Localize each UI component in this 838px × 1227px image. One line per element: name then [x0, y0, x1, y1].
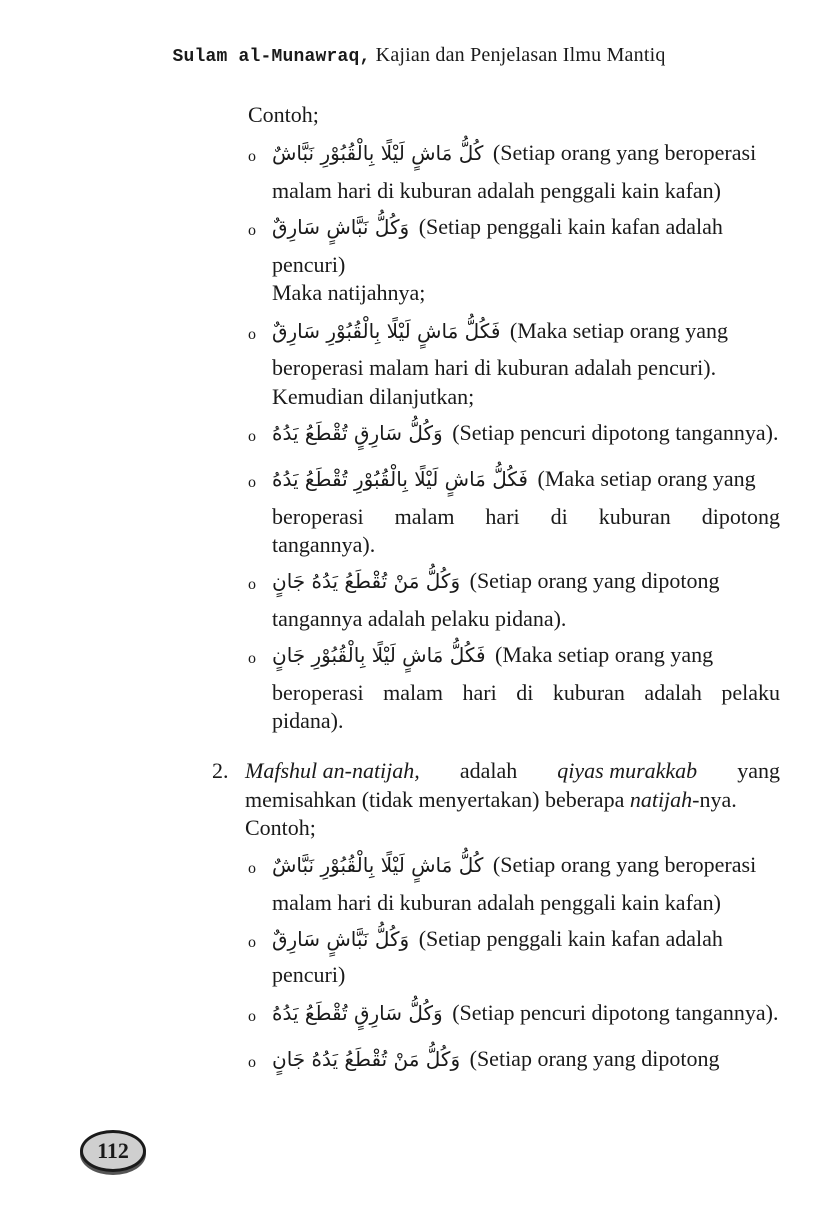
bullet-marker: o [248, 934, 256, 951]
bullet-marker: o [248, 860, 256, 877]
definition-line [245, 787, 737, 813]
translation-cont: malam hari di kuburan adalah penggali kain kafan) [272, 178, 721, 203]
arabic-text: فَكُلُّ مَاشٍ لَيْلًا بِالْقُبُوْرِ تُقْطَعُ يَدُهُ [272, 467, 528, 491]
text: -nya. [692, 787, 737, 812]
example-heading: Contoh; [245, 815, 316, 840]
header-title-b: Kajian dan Penjelasan Ilmu Mantiq [370, 44, 666, 66]
premise-line [272, 926, 723, 952]
bullet-marker: o [248, 474, 256, 491]
translation: (Maka setiap orang yang [509, 318, 728, 343]
translation: (Setiap pencuri dipotong tangannya). [452, 420, 779, 445]
translation-cont: pencuri) [272, 252, 346, 277]
premise-line [272, 466, 756, 492]
translation: (Setiap penggali kain kafan adalah [418, 214, 723, 239]
arabic-text: كُلُّ مَاشٍ لَيْلًا بِالْقُبُوْرِ نَبَّاشٌ [272, 853, 484, 877]
premise-line [272, 1046, 720, 1072]
page-number: 112 [80, 1130, 146, 1172]
translation-cont: pencuri) [272, 962, 346, 987]
translation-cont: beroperasi malam hari di kuburan adalah pencuri). [272, 355, 717, 380]
arabic-text: كُلُّ مَاشٍ لَيْلًا بِالْقُبُوْرِ نَبَّاشٌ [272, 141, 484, 165]
arabic-text: وَكُلُّ نَبَّاشٍ سَارِقٌ [272, 215, 410, 239]
translation: (Setiap orang yang beroperasi [492, 140, 757, 165]
translation-cont: tangannya adalah pelaku pidana). [272, 606, 567, 631]
bullet-marker: o [248, 148, 256, 165]
translation-cont: beroperasi malam hari di kuburan adalah pelaku [272, 680, 780, 705]
header-title-a: Sulam al-Munawraq, [172, 47, 371, 67]
text: memisahkan (tidak menyertakan) beberapa [245, 787, 630, 812]
list-number: 2. [212, 758, 229, 783]
running-header [0, 44, 838, 67]
translation: (Maka setiap orang yang [537, 466, 756, 491]
premise-line [272, 318, 728, 344]
premise-line [272, 420, 778, 446]
translation-cont: tangannya). [272, 532, 376, 557]
translation-cont: malam hari di kuburan adalah penggali kain kafan) [272, 890, 721, 915]
bullet-marker: o [248, 650, 256, 667]
definition-line [245, 758, 780, 784]
arabic-text: وَكُلُّ مَنْ تُقْطَعُ يَدُهُ جَانٍ [272, 569, 461, 593]
example-heading: Contoh; [248, 102, 319, 127]
translation: (Maka setiap orang yang [495, 642, 714, 667]
text: yang [737, 758, 780, 783]
arabic-text: وَكُلُّ نَبَّاشٍ سَارِقٌ [272, 927, 410, 951]
continuation-heading: Kemudian dilanjutkan; [272, 384, 475, 409]
premise-line [272, 1000, 778, 1026]
arabic-text: وَكُلُّ سَارِقٍ تُقْطَعُ يَدُهُ [272, 421, 443, 445]
translation-cont: pidana). [272, 708, 344, 733]
bullet-marker: o [248, 1054, 256, 1071]
translation: (Setiap penggali kain kafan adalah [418, 926, 723, 951]
premise-line [272, 568, 720, 594]
arabic-text: وَكُلُّ سَارِقٍ تُقْطَعُ يَدُهُ [272, 1001, 443, 1025]
bullet-marker: o [248, 326, 256, 343]
conclusion-heading: Maka natijahnya; [272, 280, 426, 305]
translation: (Setiap orang yang dipotong [469, 568, 720, 593]
arabic-text: وَكُلُّ مَنْ تُقْطَعُ يَدُهُ جَانٍ [272, 1047, 461, 1071]
arabic-text: فَكُلُّ مَاشٍ لَيْلًا بِالْقُبُوْرِ سَارِقٌ [272, 319, 501, 343]
bullet-marker: o [248, 428, 256, 445]
term: natijah [629, 787, 693, 812]
translation: (Setiap pencuri dipotong tangannya). [452, 1000, 779, 1025]
bullet-marker: o [248, 576, 256, 593]
text: adalah [459, 758, 518, 783]
premise-line [272, 214, 723, 240]
bullet-marker: o [248, 222, 256, 239]
translation: (Setiap orang yang beroperasi [492, 852, 757, 877]
premise-line [272, 642, 713, 668]
bullet-marker: o [248, 1008, 256, 1025]
term: qiyas murakkab [557, 758, 698, 783]
translation-cont: beroperasi malam hari di kuburan dipotong [272, 504, 780, 529]
premise-line [272, 852, 756, 878]
premise-line [272, 140, 756, 166]
term: Mafshul an-natijah, [245, 758, 420, 783]
translation: (Setiap orang yang dipotong [469, 1046, 720, 1071]
arabic-text: فَكُلُّ مَاشٍ لَيْلًا بِالْقُبُوْرِ جَانٍ [272, 643, 486, 667]
